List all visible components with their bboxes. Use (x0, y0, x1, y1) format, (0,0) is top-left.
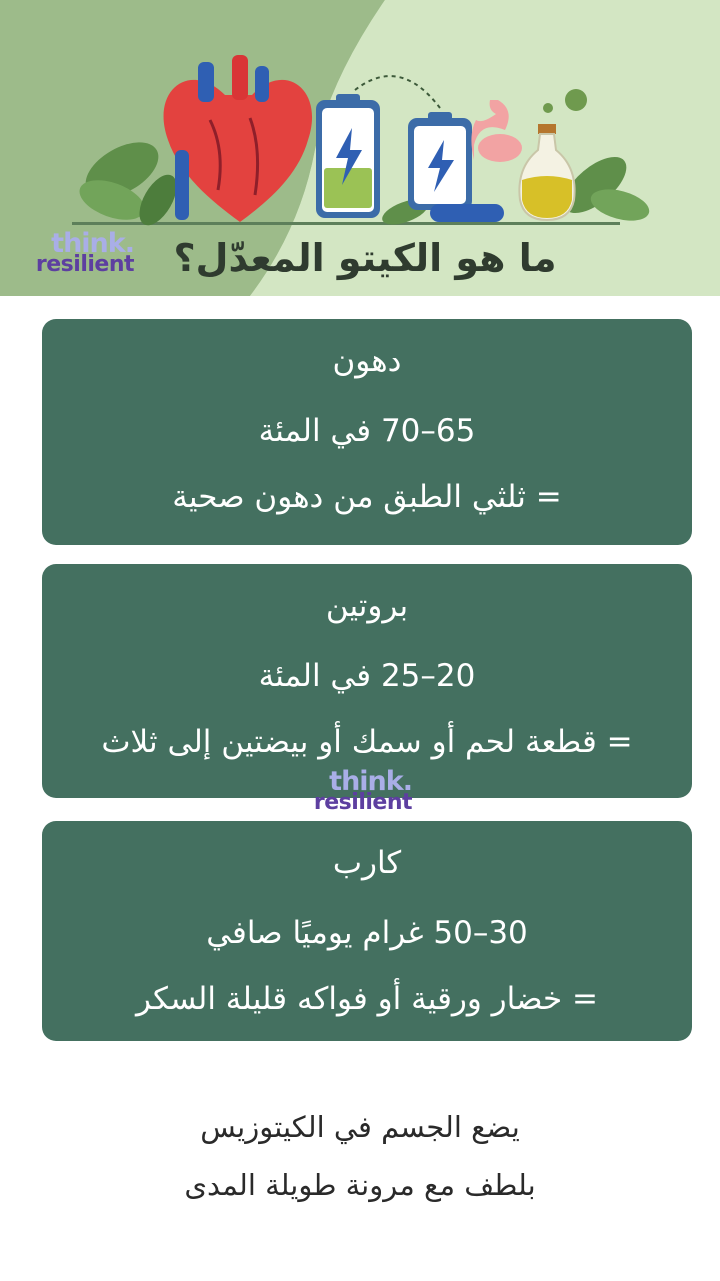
protein-note: = قطعة لحم أو سمك أو بيضتين إلى ثلاث (101, 724, 633, 760)
fats-card (42, 319, 692, 545)
logo-line-think: think. (51, 228, 134, 259)
carbs-note: = خضار ورقية أو فواكه قليلة السكر (136, 981, 598, 1017)
protein-title: بروتين (325, 588, 409, 624)
watermark-line-think: think. (329, 766, 412, 797)
watermark-logo (308, 768, 412, 814)
footer-line-2: بلطف مع مرونة طويلة المدى (184, 1168, 536, 1202)
footer-caption (100, 1098, 620, 1214)
fats-note: = ثلثي الطبق من دهون صحية (172, 479, 562, 515)
protein-range: 20–25 في المئة (258, 658, 476, 694)
carbs-card (42, 821, 692, 1041)
carbs-range: 30–50 غرام يوميًا صافي (206, 915, 528, 951)
watermark-line-resilient: resilient (313, 790, 412, 815)
header-banner (0, 0, 720, 296)
footer-line-1: يضع الجسم في الكيتوزيس (200, 1110, 520, 1144)
carbs-title: كارب (332, 845, 402, 881)
protein-card (42, 564, 692, 798)
logo-line-resilient: resilient (35, 252, 134, 277)
fats-title: دهون (332, 343, 402, 379)
page-title: ما هو الكيتو المعدّل؟ (173, 236, 557, 280)
think-resilient-logo (30, 230, 134, 276)
fats-range: 65–70 في المئة (258, 413, 476, 449)
full-battery-icon (316, 94, 380, 218)
